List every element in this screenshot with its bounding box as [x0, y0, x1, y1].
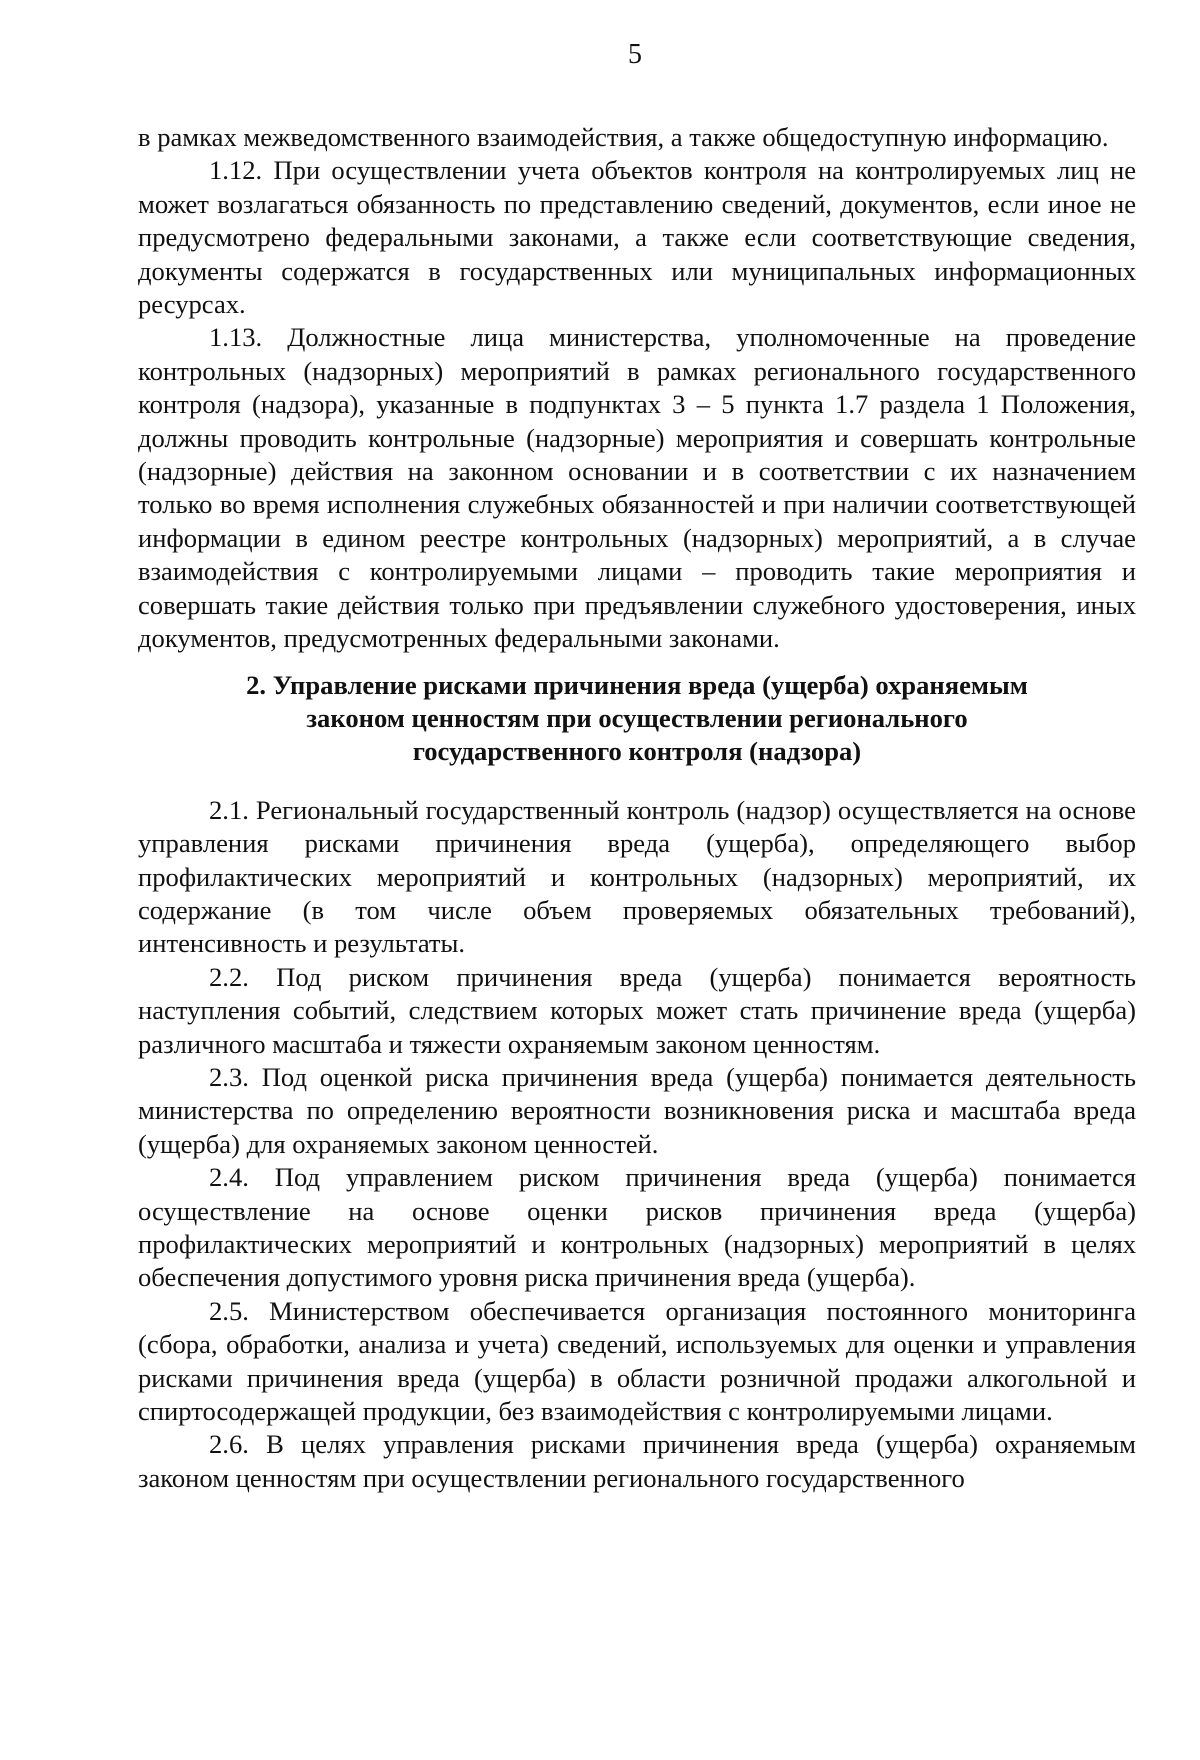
- section-heading-line-3: государственного контроля (надзора): [412, 736, 862, 767]
- page-number: 5: [628, 39, 642, 70]
- paragraph-2-4: 2.4. Под управлением риском причинения вреда (ущерба) понимается осуществление на основе оценки рисков причинения вреда (ущерба) профилактических мероприятий и контрольных (надзорных) мероприятий в целях обеспечения допустимого уровня риска причинения вреда (ущерба).: [138, 1162, 1136, 1293]
- paragraph-2-1: 2.1. Региональный государственный контроль (надзор) осуществляется на основе управления рисками причинения вреда (ущерба), определяющего выбор профилактических мероприятий и контрольных (надзорных) мероприятий, их содержание (в том числе объем проверяемых обязательных требований), интенсивность и результаты.: [138, 794, 1136, 959]
- paragraph-2-6: 2.6. В целях управления рисками причинения вреда (ущерба) охраняемым законом ценностям при осуществлении регионального государственного: [138, 1429, 1136, 1493]
- paragraph-continuation: в рамках межведомственного взаимодействия, а также общедоступную информацию.: [138, 122, 1109, 152]
- paragraph-2-3: 2.3. Под оценкой риска причинения вреда (ущерба) понимается деятельность министерства по определению вероятности возникновения риска и масштаба вреда (ущерба) для охраняемых законом ценностей.: [138, 1061, 1136, 1159]
- section-heading-line-2: законом ценностям при осуществлении регионального: [306, 702, 968, 733]
- paragraph-2-2: 2.2. Под риском причинения вреда (ущерба) понимается вероятность наступления событий, следствием которых может стать причинение вреда (ущерба) различного масштаба и тяжести охраняемым законом ценностям.: [138, 961, 1136, 1059]
- paragraph-1-13: 1.13. Должностные лица министерства, уполномоченные на проведение контрольных (надзорных) мероприятий в рамках регионального государственного контроля (надзора), указанные в подпунктах 3 – 5 пункта 1.7 раздела 1 Положения, должны проводить контрольные (надзорные) мероприятия и совершать контрольные (надзорные) действия на законном основании и в соответствии с их назначением только во время исполнения служебных обязанностей и при наличии соответствующей информации в едином реестре контрольных (надзорных) мероприятий, а в случае взаимодействия с контролируемыми лицами – проводить такие мероприятия и совершать такие действия только при предъявлении служебного удостоверения, иных документов, предусмотренных федеральными законами.: [138, 322, 1136, 654]
- paragraph-1-12: 1.12. При осуществлении учета объектов контроля на контролируемых лиц не может возлагаться обязанность по представлению сведений, документов, если иное не предусмотрено федеральными законами, а также если соответствующие сведения, документы содержатся в государственных или муниципальных информационных ресурсах.: [138, 155, 1136, 320]
- paragraph-2-5: 2.5. Министерством обеспечивается организация постоянного мониторинга (сбора, обработки, анализа и учета) сведений, используемых для оценки и управления рисками причинения вреда (ущерба) в области розничной продажи алкогольной и спиртосодержащей продукции, без взаимодействия с контролируемыми лицами.: [138, 1295, 1136, 1427]
- section-2-heading: [138, 669, 1136, 769]
- document-body: [138, 121, 1136, 1495]
- section-heading-line-1: 2. Управление рисками причинения вреда (ущерба) охраняемым: [246, 669, 1028, 700]
